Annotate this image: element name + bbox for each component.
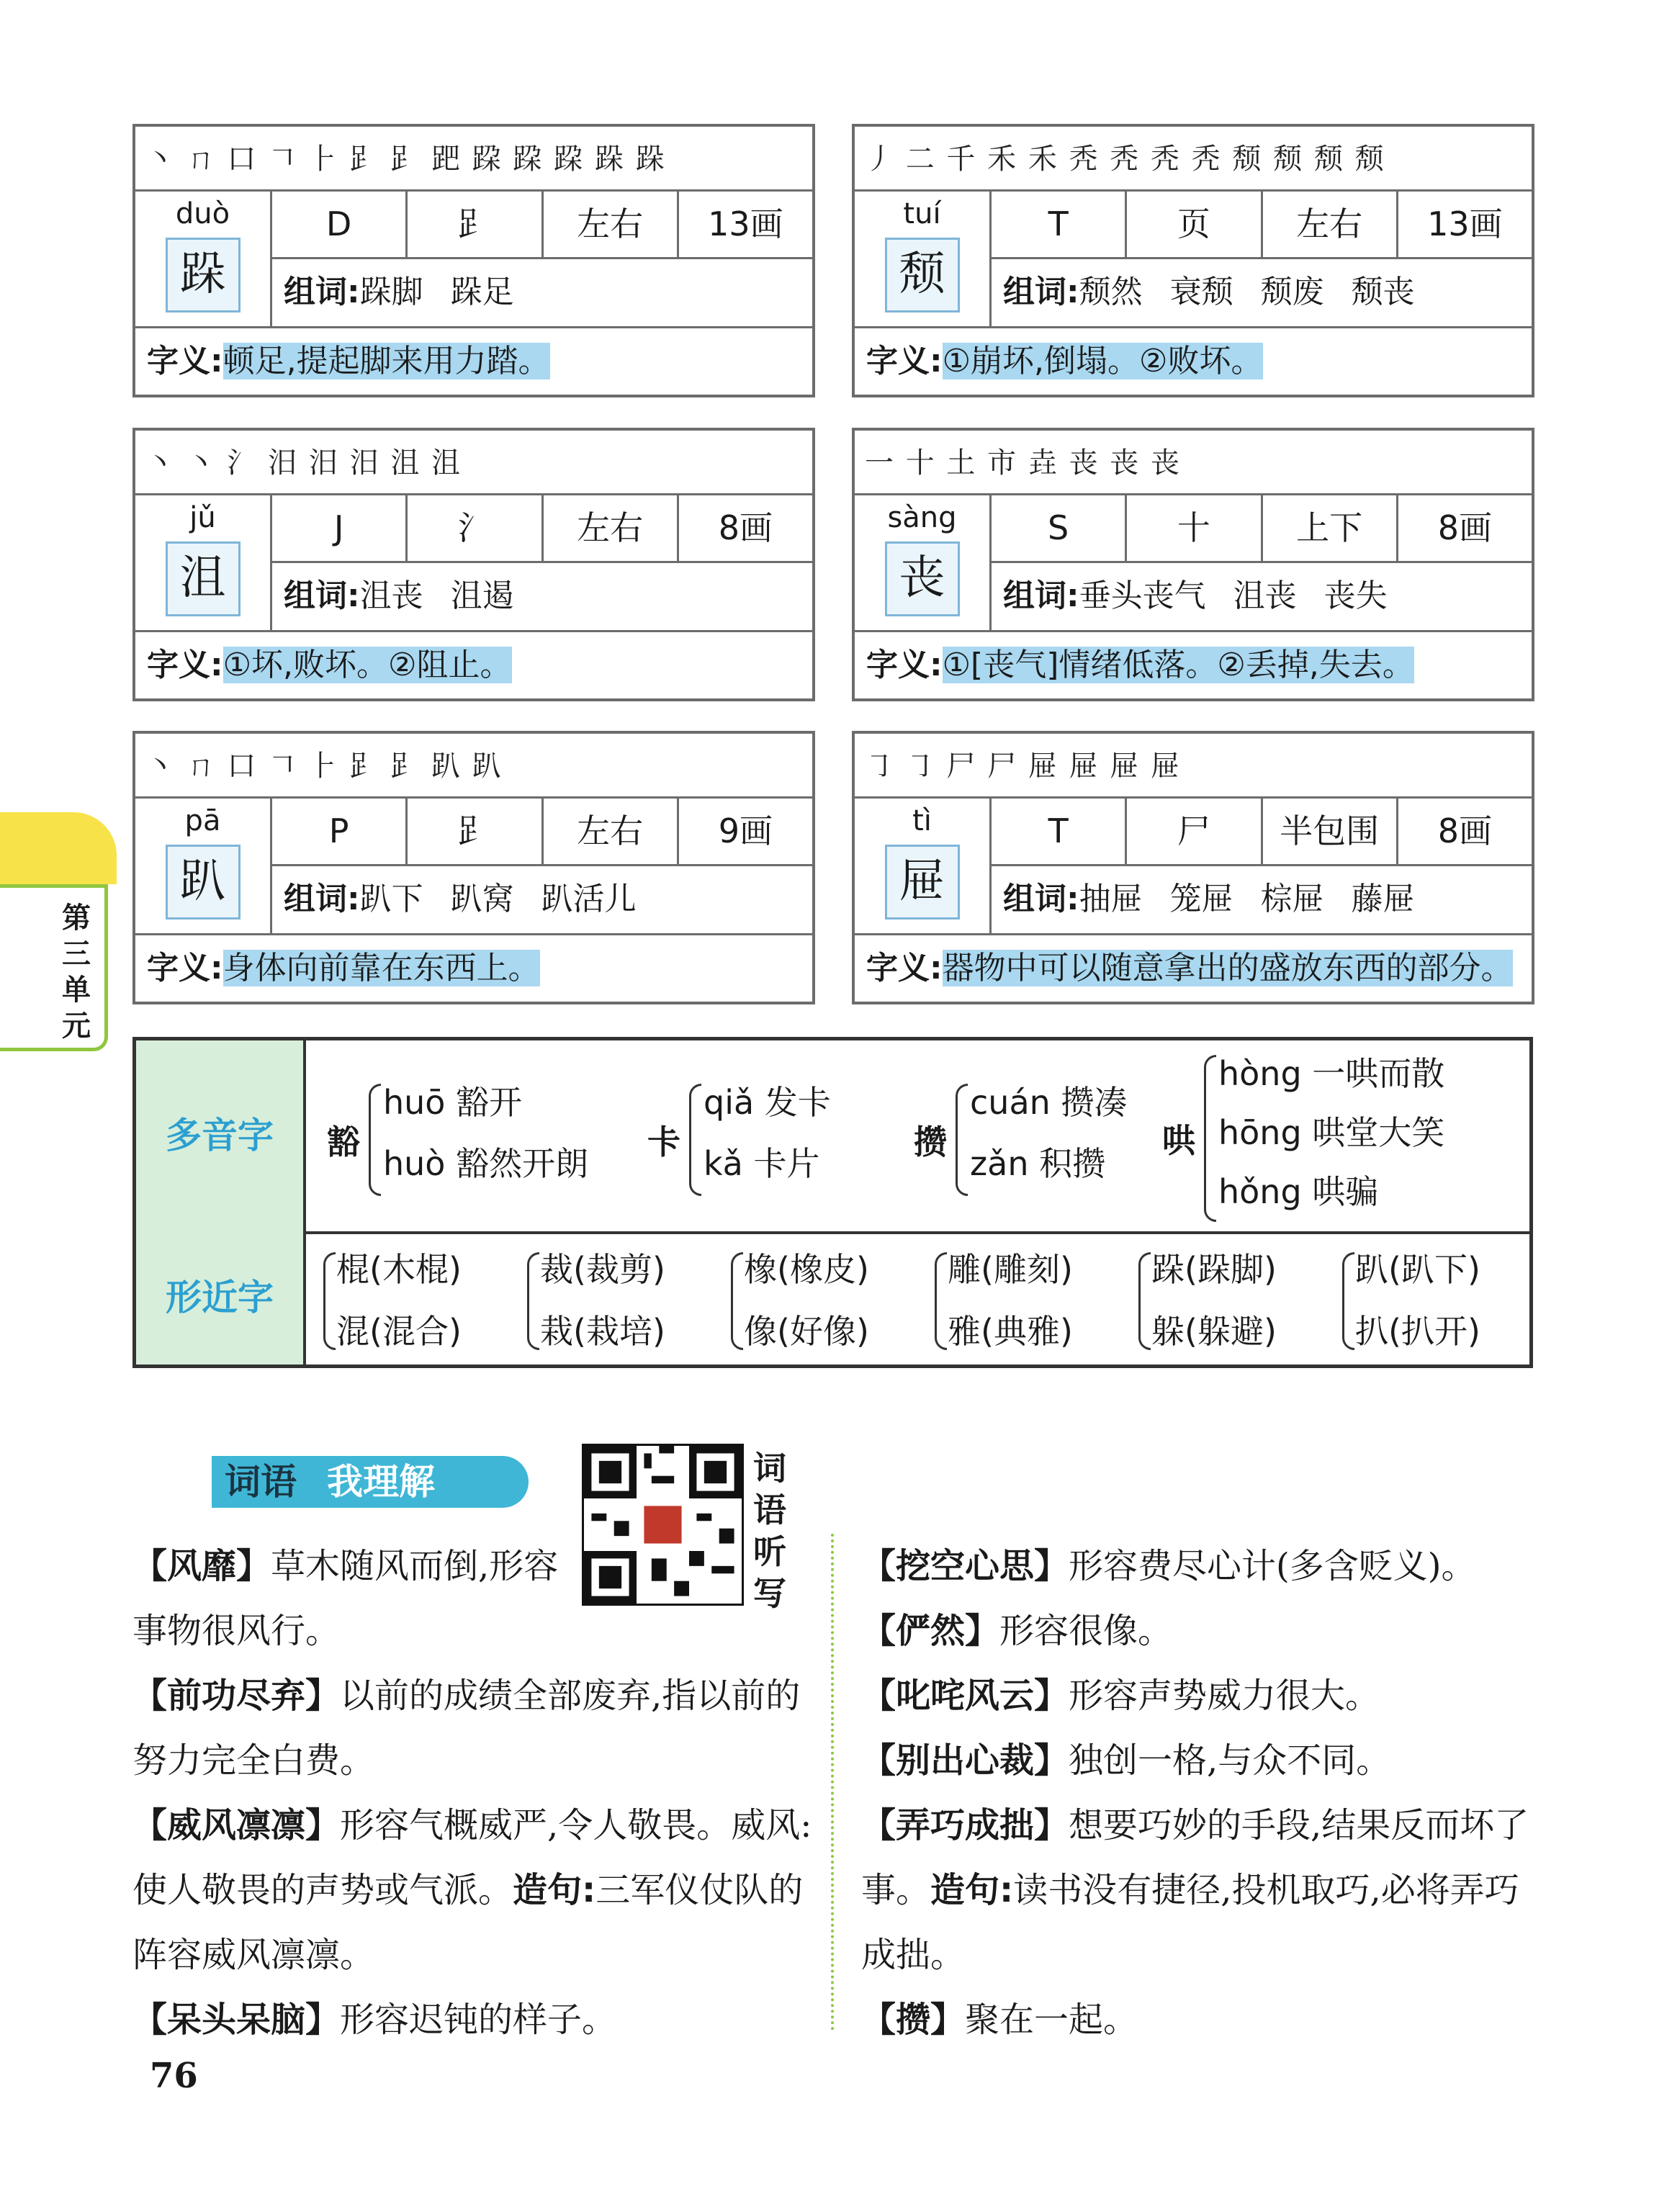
unit-label: 第三单元 [62, 901, 91, 1043]
word: 颓然 [1079, 274, 1143, 310]
char-card [852, 124, 1534, 397]
vocab-term: 【俨然】 [861, 1611, 1000, 1651]
example-label: 造句: [513, 1870, 596, 1910]
polyphone-reading: huò 豁然开朗 [383, 1144, 589, 1183]
word: 藤屉 [1351, 881, 1415, 917]
meaning-label: 字义: [866, 950, 943, 986]
meaning-label: 字义: [147, 343, 223, 379]
similar-char: 像(好像) [744, 1312, 869, 1351]
words-label: 组词: [284, 577, 360, 614]
vocab-entry [132, 1534, 565, 1663]
word: 抽屉 [1079, 881, 1143, 917]
word: 沮遏 [450, 577, 514, 614]
polyphone-reading: hōng 哄堂大笑 [1218, 1113, 1445, 1152]
example-sentence: 读书没有捷径,投机取巧,必将弄巧成拙。 [861, 1870, 1519, 1975]
word: 颓废 [1260, 274, 1324, 310]
vocab-definition: 想要巧妙的手段,结果反而坏了事。 [861, 1805, 1529, 1910]
stroke-count: 9画 [718, 811, 773, 850]
rabbit-icon [0, 812, 117, 884]
pinyin: duò [175, 197, 230, 230]
character: 颓 [885, 238, 960, 313]
polyphone-char: 哄 [1162, 1121, 1195, 1160]
vocab-term: 【弄巧成拙】 [861, 1805, 1069, 1845]
stroke-count: 8画 [718, 508, 773, 547]
initial-letter: P [272, 799, 408, 864]
vocab-right-column [861, 1534, 1552, 2052]
polyphone-reading: hòng 一哄而散 [1218, 1054, 1445, 1093]
word: 沮丧 [359, 577, 423, 614]
similar-char: 扒(扒开) [1355, 1312, 1480, 1351]
character: 沮 [166, 541, 241, 616]
initial-letter: S [992, 495, 1127, 561]
pinyin: tuí [903, 197, 941, 230]
stroke-order: 一 十 土 市 垚 丧 丧 丧 [855, 431, 1532, 495]
meaning-text: ①坏,败坏。②阻止。 [223, 647, 512, 683]
meaning-text: 器物中可以随意拿出的盛放东西的部分。 [942, 950, 1513, 986]
char-card [852, 731, 1534, 1004]
vocab-entry [132, 1793, 824, 1987]
meaning-text: 身体向前靠在东西上。 [223, 950, 540, 986]
stroke-order: 丶 ㄇ 口 𠃍 ⺊ 𧾷 𧾷 跁 跥 跥 跥 跺 跺 [135, 127, 812, 192]
similar-char: 橡(橡皮) [744, 1250, 869, 1289]
stroke-order: 丿 二 千 禾 禾 秃 秃 秃 秃 颓 颓 颓 颓 [855, 127, 1532, 192]
char-card [132, 731, 815, 1004]
stroke-count: 8画 [1437, 508, 1493, 547]
unit-side-tab [0, 812, 117, 1051]
polyphone-char: 豁 [327, 1123, 360, 1161]
structure: 半包围 [1263, 799, 1398, 864]
initial-letter: T [992, 799, 1127, 864]
polyphone-reading: hǒng 哄骗 [1218, 1172, 1379, 1211]
vocab-term: 【攒】 [861, 2000, 966, 2040]
similar-char: 雕(雕刻) [948, 1250, 1073, 1289]
words-label: 组词: [284, 881, 360, 917]
vocab-entry [861, 1599, 1552, 1663]
vocab-term: 【别出心裁】 [861, 1740, 1069, 1781]
vocab-definition: 形容气概威严,令人敬畏。威风:使人敬畏的声势或气派。 [132, 1805, 812, 1910]
similar-label: 形近字 [136, 1231, 306, 1364]
pinyin: sàng [887, 501, 957, 534]
polyphone-reading: cuán 攒凑 [970, 1083, 1128, 1122]
structure: 左右 [1263, 192, 1398, 257]
meaning-label: 字义: [866, 343, 943, 379]
meaning-label: 字义: [147, 950, 223, 986]
word: 衰颓 [1169, 274, 1233, 310]
polyphone-label: 多音字 [136, 1040, 306, 1231]
column-divider [831, 1534, 834, 2031]
vocab-definition: 以前的成绩全部废弃,指以前的努力完全白费。 [132, 1676, 801, 1781]
vocab-term: 【叱咤风云】 [861, 1676, 1069, 1716]
stroke-count: 8画 [1437, 811, 1493, 850]
stroke-order: ㇆ ㇆ 尸 尸 屉 屉 屉 屉 [855, 734, 1532, 799]
meaning-text: 顿足,提起脚来用力踏。 [223, 343, 550, 379]
vocab-definition: 形容很像。 [999, 1611, 1173, 1651]
vocab-left-column [132, 1534, 824, 2052]
polyphone-reading: huō 豁开 [383, 1083, 523, 1122]
vocab-term: 【风靡】 [132, 1546, 271, 1586]
word: 趴下 [359, 881, 423, 917]
initial-letter: D [272, 192, 408, 257]
structure: 左右 [544, 495, 679, 561]
similar-char: 栽(栽培) [540, 1312, 665, 1351]
example-sentence: 三军仪仗队的阵容威风凛凛。 [132, 1870, 804, 1975]
radical: 页 [1127, 192, 1262, 257]
similar-char: 跺(跺脚) [1151, 1250, 1277, 1289]
vocab-entry [861, 1793, 1552, 1987]
words-label: 组词: [1003, 881, 1079, 917]
polyphone-table [132, 1037, 1533, 1368]
word: 趴活儿 [541, 881, 637, 917]
vocab-entry [861, 1663, 1552, 1728]
pinyin: tì [912, 804, 932, 837]
meaning-text: ①崩坏,倒塌。②败坏。 [942, 343, 1263, 379]
similar-char: 混(混合) [336, 1312, 462, 1351]
stroke-order: 丶 丶 氵 汨 汨 汨 沮 沮 [135, 431, 812, 495]
char-card [132, 428, 815, 701]
radical: 𧾷 [408, 192, 543, 257]
vocab-term: 【威风凛凛】 [132, 1805, 341, 1845]
structure: 左右 [544, 799, 679, 864]
similar-char: 躲(躲避) [1151, 1312, 1277, 1351]
polyphone-char: 卡 [647, 1123, 680, 1161]
initial-letter: T [992, 192, 1127, 257]
character: 屉 [885, 845, 960, 920]
vocab-definition: 形容迟钝的样子。 [340, 2000, 617, 2040]
radical: 尸 [1127, 799, 1262, 864]
initial-letter: J [272, 495, 408, 561]
qr-label: 词语听写 [753, 1449, 786, 1613]
vocab-entry [132, 1663, 824, 1793]
vocab-term: 【呆头呆脑】 [132, 2000, 341, 2040]
pinyin: jǔ [189, 501, 216, 534]
vocab-definition: 形容声势威力很大。 [1069, 1676, 1380, 1716]
word: 丧失 [1323, 577, 1388, 614]
word: 棕屉 [1260, 881, 1324, 917]
similar-char: 裁(裁剪) [540, 1250, 665, 1289]
vocab-definition: 草木随风而倒,形容事物很风行。 [132, 1546, 559, 1651]
vocab-definition: 聚在一起。 [965, 2000, 1138, 2040]
stroke-count: 13画 [708, 204, 783, 243]
word: 沮丧 [1233, 577, 1297, 614]
similar-char: 趴(趴下) [1355, 1250, 1480, 1289]
vocab-definition: 形容费尽心计(多含贬义)。 [1069, 1546, 1476, 1586]
vocab-term: 【挖空心思】 [861, 1546, 1069, 1586]
character: 跺 [166, 238, 241, 313]
vocab-title-a: 词语 [225, 1461, 297, 1503]
vocab-definition: 独创一格,与众不同。 [1069, 1740, 1391, 1781]
page-number: 76 [150, 2056, 198, 2096]
polyphone-char: 攒 [914, 1123, 947, 1161]
words-label: 组词: [1003, 577, 1079, 614]
structure: 左右 [544, 192, 679, 257]
word: 笼屉 [1169, 881, 1233, 917]
vocab-entry [861, 1728, 1552, 1793]
character: 丧 [885, 541, 960, 616]
vocab-title-b: 我理解 [327, 1461, 435, 1503]
radical: 十 [1127, 495, 1262, 561]
similar-char: 棍(木棍) [336, 1250, 462, 1289]
meaning-text: ①[丧气]情绪低落。②丢掉,失去。 [942, 647, 1414, 683]
character: 趴 [166, 845, 241, 920]
similar-char: 雅(典雅) [948, 1312, 1073, 1351]
polyphone-reading: zǎn 积攒 [970, 1144, 1106, 1183]
char-card [852, 428, 1534, 701]
meaning-label: 字义: [866, 647, 943, 683]
polyphone-reading: qiǎ 发卡 [704, 1083, 831, 1122]
pinyin: pā [184, 804, 221, 837]
word: 垂头丧气 [1079, 577, 1206, 614]
example-label: 造句: [930, 1870, 1014, 1910]
structure: 上下 [1263, 495, 1398, 561]
word: 颓丧 [1351, 274, 1415, 310]
words-label: 组词: [1003, 274, 1079, 310]
stroke-count: 13画 [1427, 204, 1503, 243]
vocab-term: 【前功尽弃】 [132, 1676, 341, 1716]
word: 跺脚 [359, 274, 423, 310]
vocab-entry [861, 1987, 1552, 2052]
word: 跺足 [450, 274, 514, 310]
stroke-order: 丶 ㄇ 口 𠃍 ⺊ 𧾷 𧾷 趴 趴 [135, 734, 812, 799]
words-label: 组词: [284, 274, 360, 310]
meaning-label: 字义: [147, 647, 223, 683]
radical: 氵 [408, 495, 543, 561]
radical: 𧾷 [408, 799, 543, 864]
char-card [132, 124, 815, 397]
polyphone-reading: kǎ 卡片 [704, 1144, 820, 1183]
vocab-entry [132, 1987, 824, 2052]
word: 趴窝 [450, 881, 514, 917]
vocab-title [132, 1440, 464, 1519]
vocab-entry [861, 1534, 1552, 1599]
